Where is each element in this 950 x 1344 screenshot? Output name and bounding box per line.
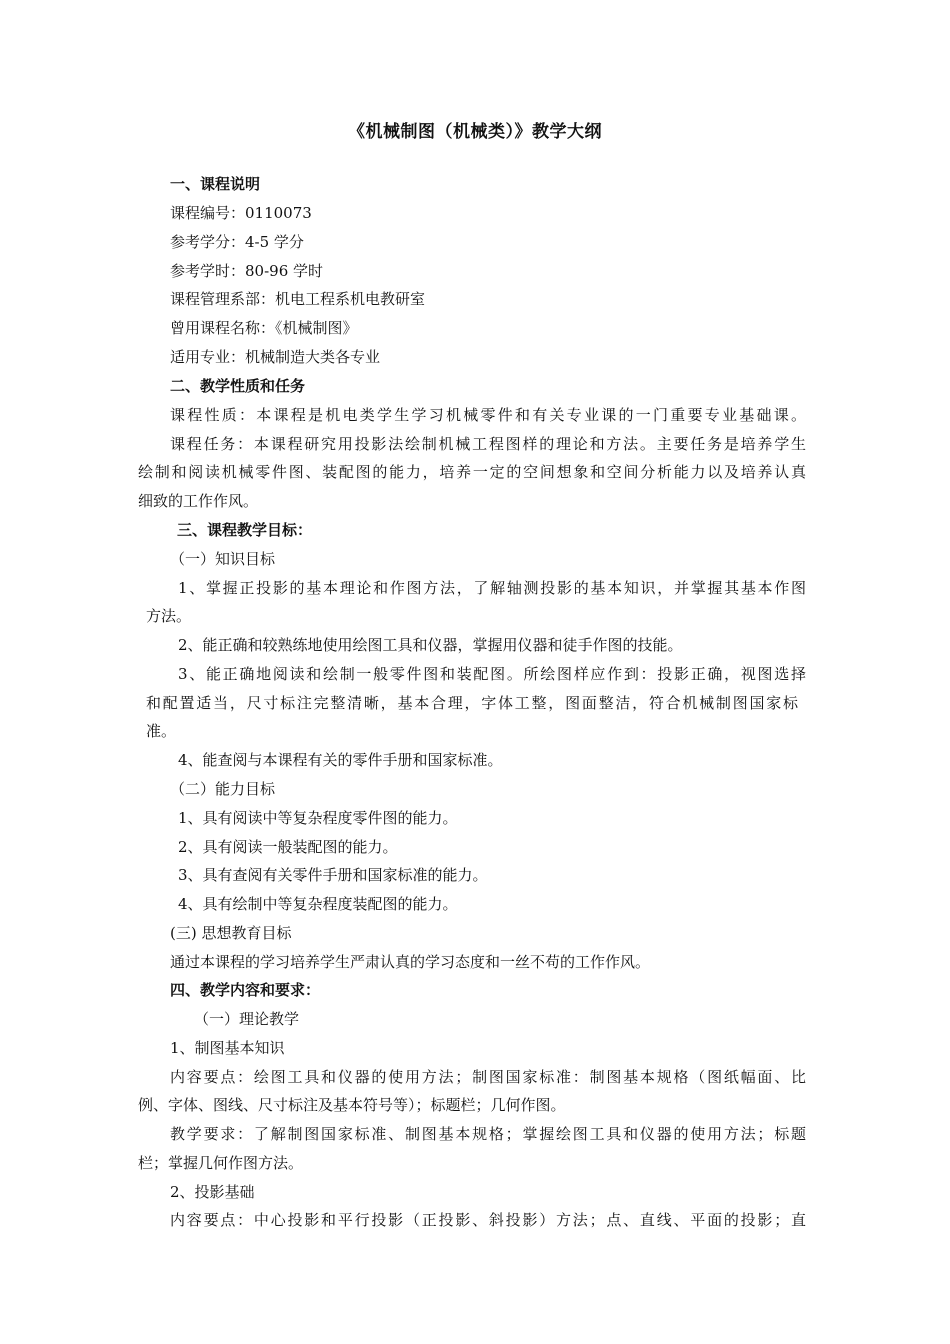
course-task-line-2: 绘制和阅读机械零件图、装配图的能力，培养一定的空间想象和空间分析能力以及培养认真: [138, 463, 806, 481]
course-majors: 适用专业：机械制造大类各专业: [170, 348, 381, 366]
course-task-line-3: 细致的工作作风。: [138, 492, 259, 510]
course-department: 课程管理系部：机电工程系机电教研室: [170, 290, 426, 308]
section-1-heading: 一、课程说明: [170, 175, 261, 193]
topic-1-heading: 1、制图基本知识: [170, 1039, 285, 1057]
knowledge-goals-heading: （一）知识目标: [170, 550, 276, 568]
topic-1-content-line-2: 例、字体、图线、尺寸标注及基本符号等）；标题栏；几何作图。: [138, 1096, 566, 1114]
knowledge-goal-3-line-3: 准。: [146, 722, 177, 740]
knowledge-goal-4: 4、能查阅与本课程有关的零件手册和国家标准。: [178, 751, 503, 769]
knowledge-goal-2: 2、能正确和较熟练地使用绘图工具和仪器，掌握用仪器和徒手作图的技能。: [178, 636, 683, 654]
knowledge-goal-3-line-1: 3、能正确地阅读和绘制一般零件图和装配图。所绘图样应作到：投影正确，视图选择: [178, 665, 806, 683]
section-3-heading: 三、课程教学目标：: [177, 521, 313, 539]
knowledge-goal-1-line-1: 1、掌握正投影的基本理论和作图方法，了解轴测投影的基本知识，并掌握其基本作图: [178, 579, 806, 597]
course-hours: 参考学时：80-96 学时: [170, 262, 324, 280]
topic-1-content-line-1: 内容要点：绘图工具和仪器的使用方法；制图国家标准：制图基本规格（图纸幅面、比: [170, 1068, 806, 1086]
course-task-line-1: 课程任务：本课程研究用投影法绘制机械工程图样的理论和方法。主要任务是培养学生: [170, 435, 806, 453]
section-4-heading: 四、教学内容和要求：: [170, 981, 321, 999]
knowledge-goal-3-line-2: 和配置适当，尺寸标注完整清晰，基本合理，字体工整，图面整洁，符合机械制图国家标: [146, 694, 798, 712]
topic-2-content-line-1: 内容要点：中心投影和平行投影（正投影、斜投影）方法；点、直线、平面的投影；直: [170, 1211, 806, 1229]
section-2-heading: 二、教学性质和任务: [170, 377, 306, 395]
ability-goals-heading: （二）能力目标: [170, 780, 276, 798]
ideology-goals-heading: (三) 思想教育目标: [170, 924, 292, 942]
course-former-name: 曾用课程名称：《机械制图》: [170, 319, 358, 337]
ability-goal-2: 2、具有阅读一般装配图的能力。: [178, 838, 398, 856]
topic-1-requirements-line-2: 栏；掌握几何作图方法。: [138, 1154, 304, 1172]
ideology-goals-text: 通过本课程的学习培养学生严肃认真的学习态度和一丝不苟的工作作风。: [170, 953, 651, 971]
ability-goal-4: 4、具有绘制中等复杂程度装配图的能力。: [178, 895, 458, 913]
theory-teaching-heading: （一）理论教学: [194, 1010, 300, 1028]
ability-goal-1: 1、具有阅读中等复杂程度零件图的能力。: [178, 809, 458, 827]
ability-goal-3: 3、具有查阅有关零件手册和国家标准的能力。: [178, 866, 488, 884]
document-title: 《机械制图（机械类）》教学大纲: [348, 122, 602, 142]
topic-2-heading: 2、投影基础: [170, 1183, 255, 1201]
course-credits: 参考学分：4-5 学分: [170, 233, 304, 251]
knowledge-goal-1-line-2: 方法。: [146, 607, 192, 625]
course-code: 课程编号：0110073: [170, 204, 312, 222]
course-nature: 课程性质：本课程是机电类学生学习机械零件和有关专业课的一门重要专业基础课。: [170, 406, 806, 424]
topic-1-requirements-line-1: 教学要求：了解制图国家标准、制图基本规格；掌握绘图工具和仪器的使用方法；标题: [170, 1125, 806, 1143]
